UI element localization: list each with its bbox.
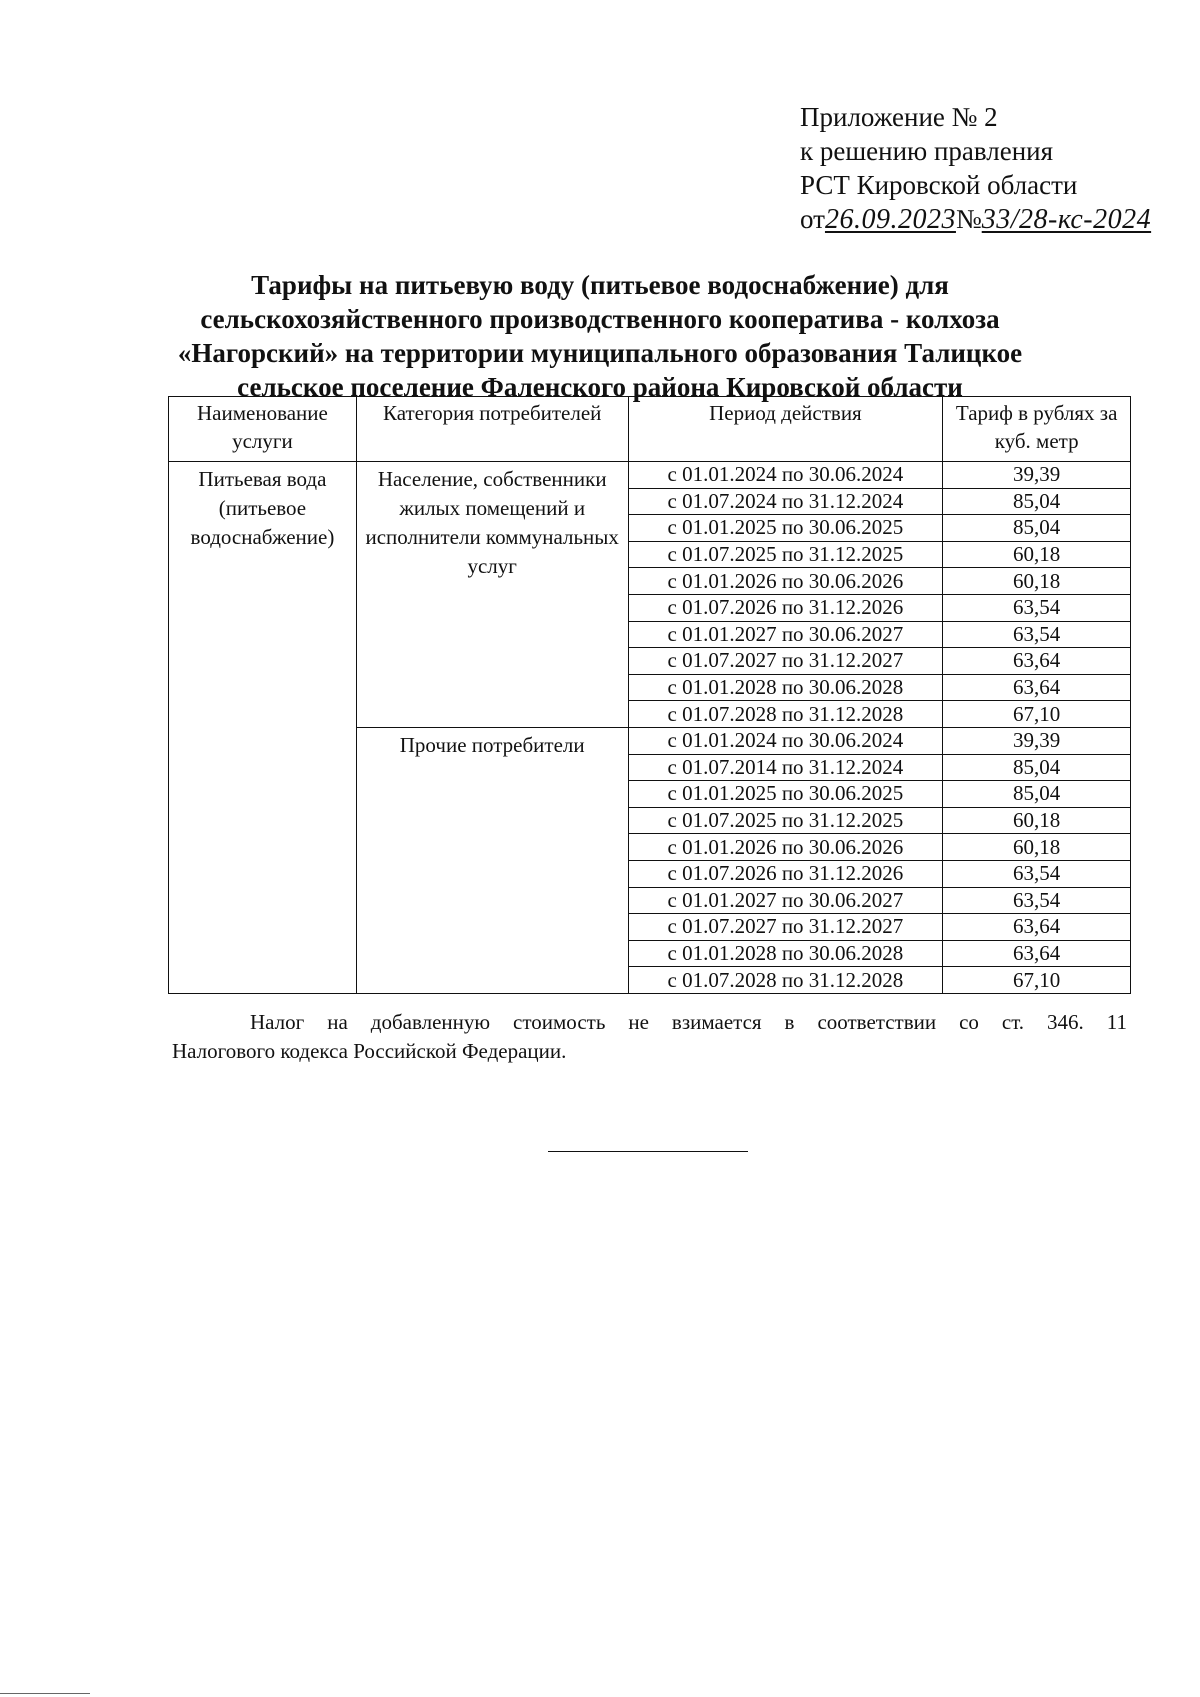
annex-header xyxy=(800,100,1151,237)
tariff-cell: 63,64 xyxy=(943,648,1131,675)
tariff-cell: 67,10 xyxy=(943,701,1131,728)
period-cell: с 01.07.2028 по 31.12.2028 xyxy=(628,967,943,994)
annex-date-line xyxy=(800,202,1151,237)
period-cell: с 01.07.2025 по 31.12.2025 xyxy=(628,807,943,834)
tariff-cell: 60,18 xyxy=(943,834,1131,861)
period-cell: с 01.07.2024 по 31.12.2024 xyxy=(628,488,943,515)
tax-note-line-2: Налогового кодекса Российской Федерации. xyxy=(172,1039,567,1063)
period-cell: с 01.01.2027 по 30.06.2027 xyxy=(628,621,943,648)
tariff-cell: 63,54 xyxy=(943,621,1131,648)
tariff-cell: 85,04 xyxy=(943,754,1131,781)
period-cell: с 01.01.2024 по 30.06.2024 xyxy=(628,462,943,489)
header-service: Наименование услуги xyxy=(169,397,357,462)
tax-note-line-1: Налог на добавленную стоимость не взимается в соответствии со ст. 346. 11 xyxy=(250,1010,1127,1034)
period-cell: с 01.07.2027 по 31.12.2027 xyxy=(628,914,943,941)
period-cell: с 01.01.2025 по 30.06.2025 xyxy=(628,781,943,808)
annex-line-1: Приложение № 2 xyxy=(800,102,998,132)
header-category: Категория потребителей xyxy=(356,397,628,462)
period-cell: с 01.01.2028 по 30.06.2028 xyxy=(628,940,943,967)
tariff-cell: 63,64 xyxy=(943,940,1131,967)
table-row xyxy=(169,462,1131,489)
title-line-4: сельское поселение Фаленского района Кировской области xyxy=(237,372,963,402)
title-line-1: Тарифы на питьевую воду (питьевое водоснабжение) для xyxy=(251,270,949,300)
period-cell: с 01.07.2014 по 31.12.2024 xyxy=(628,754,943,781)
header-period: Период действия xyxy=(628,397,943,462)
category-cell: Население, собственники жилых помещений и исполнители коммунальных услуг xyxy=(356,462,628,728)
title-line-2: сельскохозяйственного производственного кооператива - колхоза xyxy=(200,304,1000,334)
tariff-cell: 63,64 xyxy=(943,914,1131,941)
date-prefix: от xyxy=(800,204,825,234)
period-cell: с 01.01.2024 по 30.06.2024 xyxy=(628,727,943,754)
tariff-cell: 39,39 xyxy=(943,727,1131,754)
tariff-cell: 63,54 xyxy=(943,594,1131,621)
period-cell: с 01.01.2027 по 30.06.2027 xyxy=(628,887,943,914)
tariff-cell: 63,54 xyxy=(943,860,1131,887)
period-cell: с 01.07.2028 по 31.12.2028 xyxy=(628,701,943,728)
period-cell: с 01.07.2026 по 31.12.2026 xyxy=(628,594,943,621)
service-name-cell: Питьевая вода (питьевое водоснабжение) xyxy=(169,462,357,994)
handwritten-date: 26.09.2023 xyxy=(824,204,956,235)
handwritten-number: 33/28-кс-2024 xyxy=(981,204,1152,235)
tariff-cell: 85,04 xyxy=(943,515,1131,542)
tariff-cell: 63,54 xyxy=(943,887,1131,914)
tariff-cell: 60,18 xyxy=(943,568,1131,595)
tariff-cell: 85,04 xyxy=(943,781,1131,808)
tax-note xyxy=(172,1008,1127,1066)
category-cell: Прочие потребители xyxy=(356,727,628,993)
annex-line-3: РСТ Кировской области xyxy=(800,170,1078,200)
page-corner-line xyxy=(0,1693,90,1694)
tariff-cell: 60,18 xyxy=(943,807,1131,834)
period-cell: с 01.07.2026 по 31.12.2026 xyxy=(628,860,943,887)
period-cell: с 01.01.2028 по 30.06.2028 xyxy=(628,674,943,701)
period-cell: с 01.01.2026 по 30.06.2026 xyxy=(628,568,943,595)
title-line-3: «Нагорский» на территории муниципального образования Талицкое xyxy=(177,338,1023,368)
period-cell: с 01.01.2026 по 30.06.2026 xyxy=(628,834,943,861)
separator-line xyxy=(548,1151,748,1152)
period-cell: с 01.07.2027 по 31.12.2027 xyxy=(628,648,943,675)
number-prefix: № xyxy=(955,204,982,234)
tariff-cell: 67,10 xyxy=(943,967,1131,994)
period-cell: с 01.01.2025 по 30.06.2025 xyxy=(628,515,943,542)
table-header-row xyxy=(169,397,1131,462)
tariff-table-body xyxy=(169,462,1131,994)
tariff-cell: 63,64 xyxy=(943,674,1131,701)
header-tariff: Тариф в рублях за куб. метр xyxy=(943,397,1131,462)
tariff-cell: 39,39 xyxy=(943,462,1131,489)
tariff-cell: 85,04 xyxy=(943,488,1131,515)
annex-line-2: к решению правления xyxy=(800,136,1054,166)
tariff-cell: 60,18 xyxy=(943,541,1131,568)
period-cell: с 01.07.2025 по 31.12.2025 xyxy=(628,541,943,568)
tariff-table xyxy=(168,396,1131,994)
document-title xyxy=(150,268,1050,404)
